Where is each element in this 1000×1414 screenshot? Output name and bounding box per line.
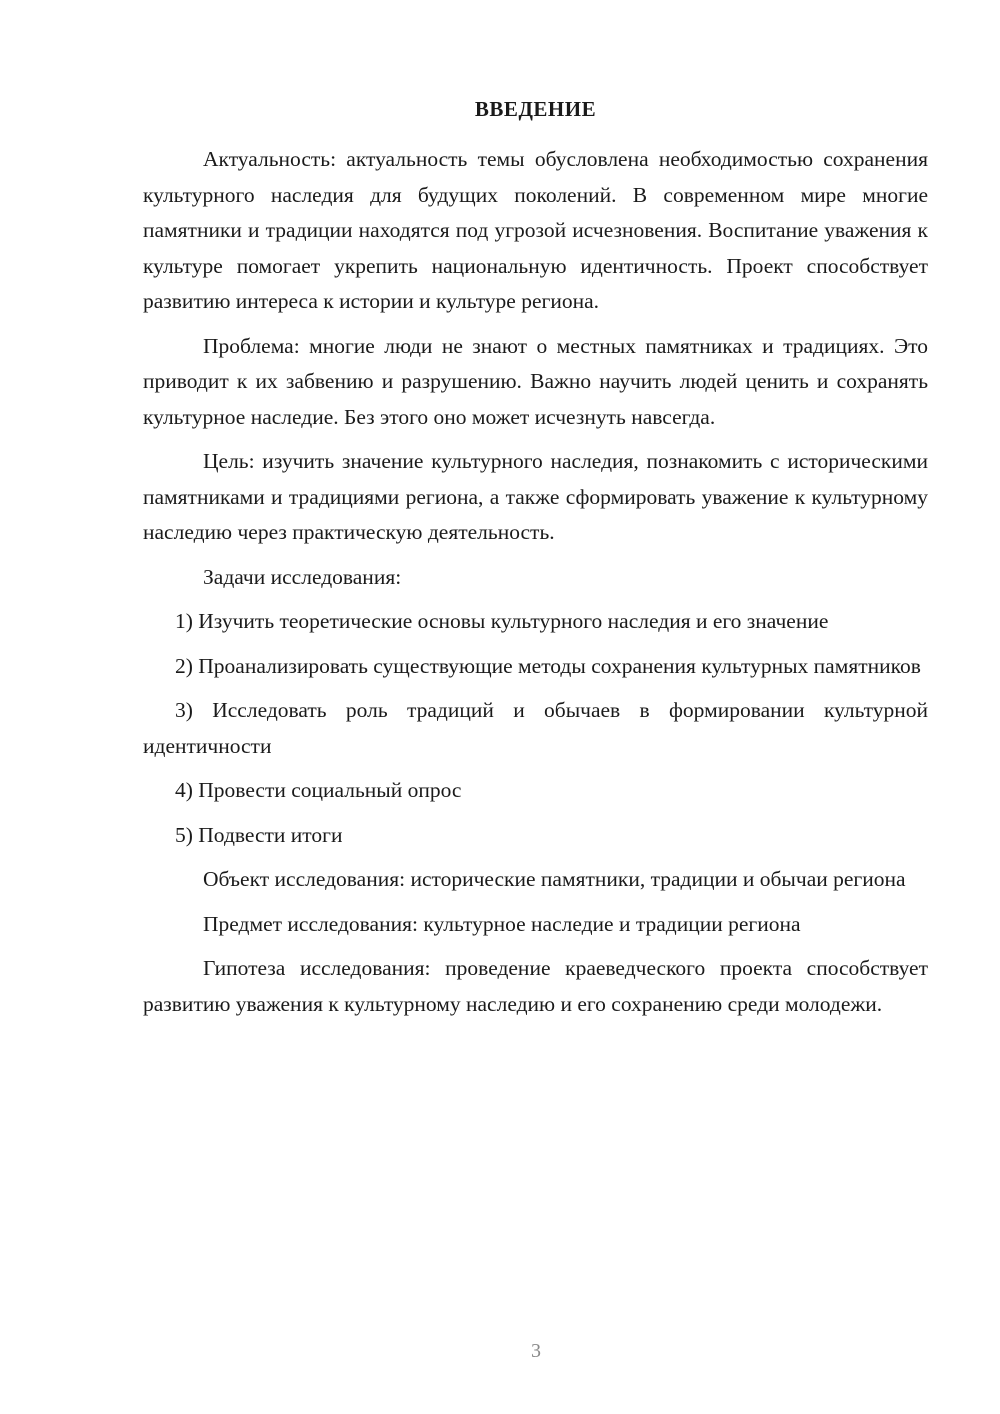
page-content [143,94,928,1031]
paragraph-hypothesis: Гипотеза исследования: проведение краеведческого проекта способствует развитию уважения к культурному наследию и его сохранению среди молодежи. [143,956,928,1016]
task-item: 4) Провести социальный опрос [175,778,462,802]
page-number: 3 [531,1340,541,1362]
paragraph-subject: Предмет исследования: культурное наследие и традиции региона [203,911,801,936]
paragraph-object: Объект исследования: исторические памятники, традиции и обычаи региона [203,867,906,891]
paragraph-problem: Проблема: многие люди не знают о местных памятниках и традициях. Это приводит к их забвению и разрушению. Важно научить людей ценить и сохранять культурное наследие. Без этого оно может исчезнуть навсегда. [143,333,928,429]
task-item: 5) Подвести итоги [175,822,343,847]
task-item: 2) Проанализировать существующие методы сохранения культурных памятников [175,653,921,678]
task-item: 1) Изучить теоретические основы культурного наследия и его значение [175,609,829,633]
paragraph-goal: Цель: изучить значение культурного наследия, познакомить с историческими памятниками и традициями региона, а также сформировать уважение к культурному наследию через практическую деятельность. [143,449,928,544]
paragraph-relevance: Актуальность: актуальность темы обусловлена необходимостью сохранения культурного наследия для будущих поколений. В современном мире многие памятники и традиции находятся под угрозой исчезновения. Воспитание уважения к культуре помогает укрепить национальную идентичность. Проект способствует развитию интереса к истории и культуре региона. [143,147,928,313]
tasks-heading: Задачи исследования: [203,564,402,589]
task-item: 3) Исследовать роль традиций и обычаев в формировании культурной идентичности [143,698,928,758]
section-title: ВВЕДЕНИЕ [474,97,597,121]
